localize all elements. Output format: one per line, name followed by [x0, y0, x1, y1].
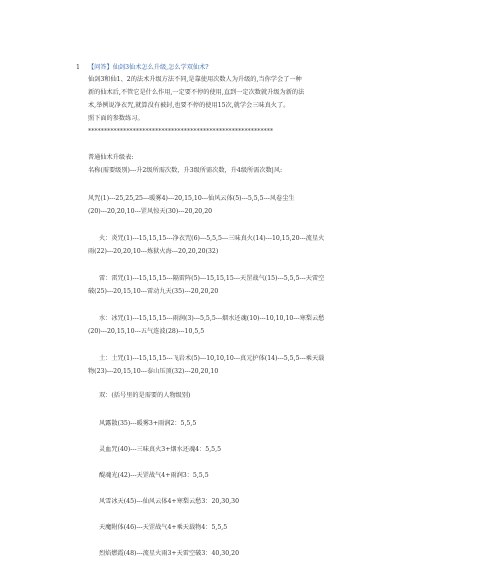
title-bracket: 【问答】 — [88, 64, 113, 71]
dual-entry-3: 醍魂光(42)---天罡战气4+雨润3：5,5,5 — [99, 472, 209, 479]
separator-line: ********************************************************** — [88, 128, 274, 135]
dual-entry-5: 天魔附体(46)---天罡战气4+乘天载物4：5,5,5 — [99, 524, 228, 531]
entry-wind-2: (20)---20,20,10---罡风惊天(30)---20,20,20 — [88, 208, 213, 215]
format-line: 名称(需要级别)---升2级所需次数，升3级所需次数，升4级所需次数|风: — [88, 167, 283, 174]
item-number: 1 — [76, 64, 80, 71]
dual-entry-6: 烈焰燃霞(48)---流星火雨3+天雷空破3：40,30,20 — [99, 550, 240, 557]
entry-earth-2: 物(23)---20,15,10---泰山压顶(32)---20,20,10 — [88, 368, 219, 375]
dual-entry-2: 灵血咒(40)---三味真火3+烟水还魂4：5,5,5 — [99, 446, 222, 453]
section-heading: 普通仙术升级表: — [88, 154, 134, 161]
entry-wind-1: 风咒(1)---25,25,25---暖雾4)---20,15,10---仙风云体(5)---5,5,5---风卷尘生 — [88, 195, 295, 202]
entry-water-1: 水：冰咒(1)---15,15,15---雨润(3)---5,5,5---烟水还魂(10)---10,10,10---寒梨云愁 — [99, 315, 325, 322]
entry-thunder-1: 雷：雷咒(1)---15,15,15---隔雷阵(5)---15,15,15---天罡战气(15)---5,5,5---天雷空 — [99, 275, 325, 282]
dual-heading: 双：(括号里的是需要的人物级别) — [99, 392, 191, 399]
entry-fire-1: 火：炎咒(1)---15,15,15---净衣咒(6)---5,5,5---三味真火(14)---10,15,20---流星火 — [99, 235, 325, 242]
intro-line-4: 照下面的参数练习。 — [88, 115, 144, 122]
entry-earth-1: 土：土咒(1)---15,15,15---飞岩术(5)---10,10,10---真元护体(14)---5,5,5---乘天载 — [99, 355, 325, 362]
intro-line-1: 仙剑3和仙1、2的法术升级方法不同,是靠使用次数人为升级的,当你学会了一种 — [88, 76, 302, 83]
question-title — [88, 64, 209, 72]
intro-line-3: 术,举例说净衣咒,就算没有被封,也要不停的使用15次,就学会三味真火了。 — [88, 102, 290, 109]
title-link[interactable]: 仙剑3仙术怎么升级,怎么学双仙术? — [112, 64, 209, 71]
dual-entry-1: 风露散(35)---暖雾3+雨润2：5,5,5 — [99, 420, 197, 427]
entry-thunder-2: 破(25)---20,15,10---雷动九天(35)---20,20,20 — [88, 288, 219, 295]
intro-line-2: 新的仙术后,不管它是什么作用,一定要不停的使用,直到一定次数就升级为新的法 — [88, 89, 305, 96]
entry-water-2: (20)---20,15,10---五气连波(28)---10,5,5 — [88, 328, 205, 335]
entry-fire-2: 雨(22)---20,20,10---炼狱火海---20,20,20(32) — [88, 248, 219, 255]
dual-entry-4: 风雪冰天(45)---仙风云体4+寒梨云愁3：20,30,30 — [99, 498, 240, 505]
